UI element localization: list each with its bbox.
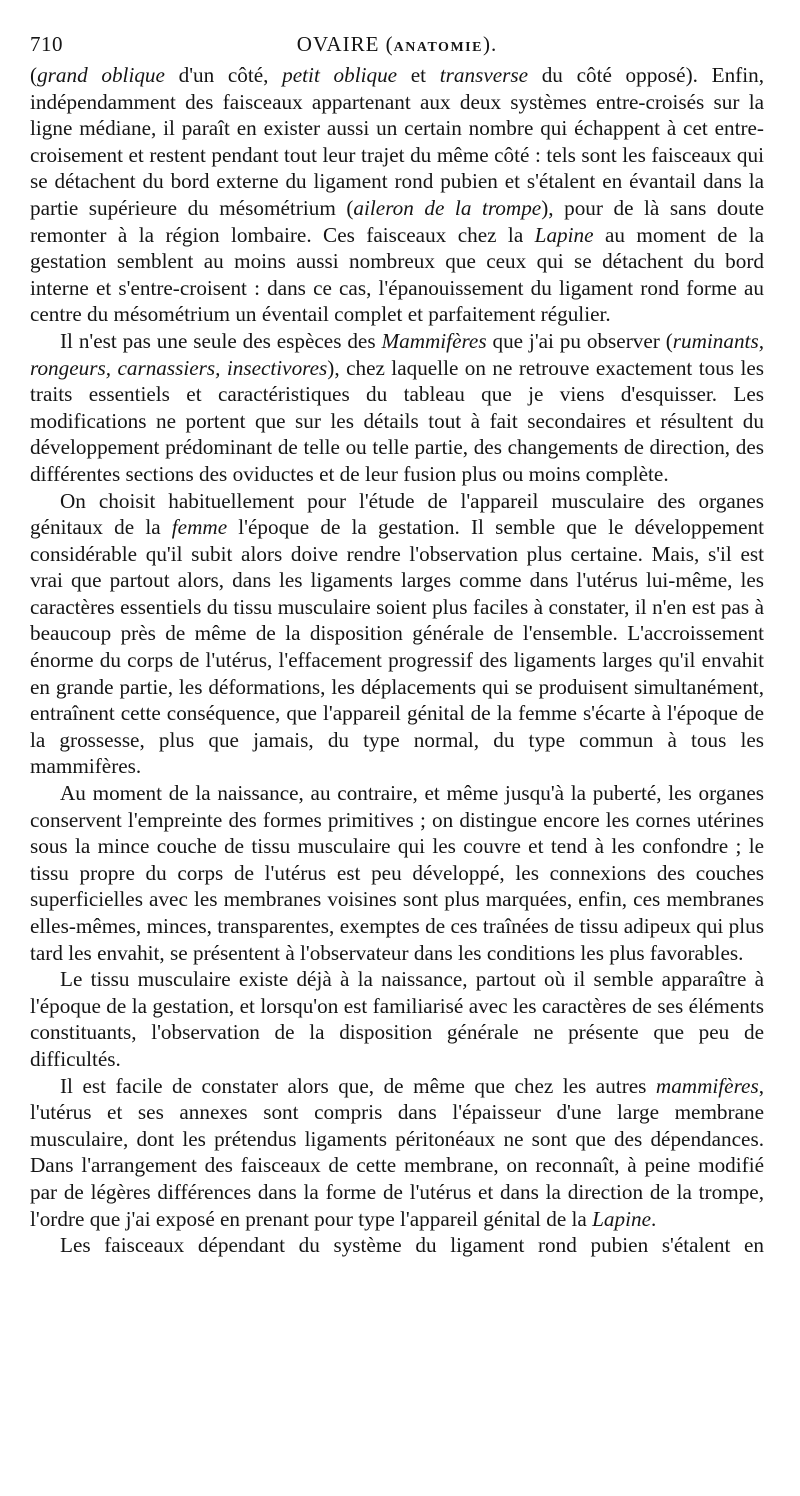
page (30, 28, 764, 1259)
paragraph (30, 488, 764, 781)
italic-run: Lapine (592, 1206, 651, 1231)
italic-run: petit oblique (282, 63, 398, 87)
text-run: Au moment de la naissance, au contraire, et même jusqu'à la puberté, les organes conservent l'empreinte des formes primitives ; on distingue encore les cornes utérines sous la mince couche de tissu musculaire qui les couvre et tend à les confondre ; le tissu propre du corps de l'utérus est peu développé, les connexions des couches superficielles avec les membranes voisines sont plus marquées, enfin, ces membranes elles-mêmes, minces, transparentes, exemptes de ces traînées de tissu adipeux qui plus tard les envahit, se présentent à l'observateur dans les conditions les plus favorables. (30, 781, 764, 965)
text-run: ), pour de là sans doute remonter à la région lombaire. Ces faisceaux chez la (30, 195, 764, 247)
text-run: du côté opposé). Enfin, indépendamment des faisceaux appartenant aux deux systèmes entre-croisés sur la ligne médiane, il paraît en exister aussi un certain nombre qui échappent à cet entre-croisement et restent pendant tout leur trajet du même côté : tels sont les faisceaux qui se détachent du bord externe du ligament rond pubien et s'étalent en évantail dans la partie supérieure du mésométrium ( (30, 63, 764, 220)
text-run: On choisit habituellement pour l'étude de l'appareil musculaire des organes génitaux de la (30, 488, 764, 540)
text-run: d'un côté, (164, 63, 283, 87)
running-head-title: OVAIRE ( (296, 32, 394, 56)
paragraph (30, 966, 764, 1072)
page-header (30, 28, 764, 62)
text-run: Les faisceaux dépendant du système du ligament rond pubien s'étalent en (60, 1233, 764, 1258)
paragraph (30, 1232, 764, 1259)
running-head-subtitle: ANATOMIE (393, 40, 483, 55)
text-run: au moment de la gestation semblent au moins aussi nombreux que ceux qui se détachent du bord interne et s'entre-croisent : dans ce cas, l'épanouissement du ligament rond forme au centre du mésométrium un éventail complet et parfaitement régulier. (30, 222, 764, 327)
italic-run: Mammifères (381, 328, 487, 353)
text-run: que j'ai pu observer ( (486, 328, 673, 353)
page-number: 710 (30, 32, 63, 56)
text-run: et (397, 63, 440, 87)
running-head-close: ). (482, 32, 498, 56)
italic-run: femme (171, 515, 228, 540)
paragraph (30, 1073, 764, 1233)
italic-run: grand oblique (37, 63, 165, 87)
body-text (30, 62, 764, 1259)
text-run: Il n'est pas une seule des espèces des (60, 328, 382, 353)
text-run: Il est facile de constater alors que, de même que chez les autres (60, 1073, 656, 1098)
text-run: . (650, 1206, 657, 1231)
running-head (30, 32, 764, 57)
text-run: ), chez laquelle on ne retrouve exactement tous les traits essentiels et caractéristiques du tableau que je viens d'esquisser. Les modifications ne portent que sur les détails tout à fait secondaires et résultent du développement prédominant de telle ou telle partie, des changements de direction, des différentes sections des oviductes et de leur fusion plus ou moins complète. (30, 355, 765, 486)
paragraph (30, 62, 764, 328)
italic-run: ruminants, rongeurs, carnassiers, insectivores (30, 328, 764, 380)
italic-run: aileron de la trompe (353, 195, 542, 220)
paragraph (30, 780, 764, 966)
italic-run: mammifères (655, 1073, 759, 1098)
text-run: l'époque de la gestation. Il semble que le développement considérable qu'il subit alors doive rendre l'observation plus certaine. Mais, s'il est vrai que partout alors, dans les ligaments larges comme dans l'utérus lui-même, les caractères essentiels du tissu musculaire soient plus faciles à constater, il n'en est pas à beaucoup près de même de la disposition générale de l'ensemble. L'accroissement énorme du corps de l'utérus, l'effacement progressif des ligaments larges qu'il envahit en grande partie, les déformations, les déplacements qui se produisent simultanément, entraînent cette conséquence, que l'appareil génital de la femme s'écarte à l'époque de la grossesse, plus que jamais, du type normal, du type commun à tous les mammifères. (30, 515, 764, 779)
text-run: , l'utérus et ses annexes sont compris dans l'épaisseur d'une large membrane musculaire, dont les prétendus ligaments péritonéaux ne sont que des dépendances. Dans l'arrangement des faisceaux de cette membrane, on reconnaît, à peine modifié par de légères différences dans la forme de l'utérus et dans la direction de la trompe, l'ordre que j'ai exposé en prenant pour type l'appareil génital de la (30, 1073, 764, 1231)
italic-run: transverse (439, 63, 529, 87)
text-run: ( (30, 63, 38, 87)
italic-run: Lapine (534, 222, 594, 247)
paragraph (30, 328, 764, 488)
text-run: Le tissu musculaire existe déjà à la naissance, partout où il semble apparaître à l'époque de la gestation, et lorsqu'on est familiarisé avec les caractères de ses éléments constituants, l'observation de la disposition générale ne présente que peu de difficultés. (30, 967, 764, 1071)
